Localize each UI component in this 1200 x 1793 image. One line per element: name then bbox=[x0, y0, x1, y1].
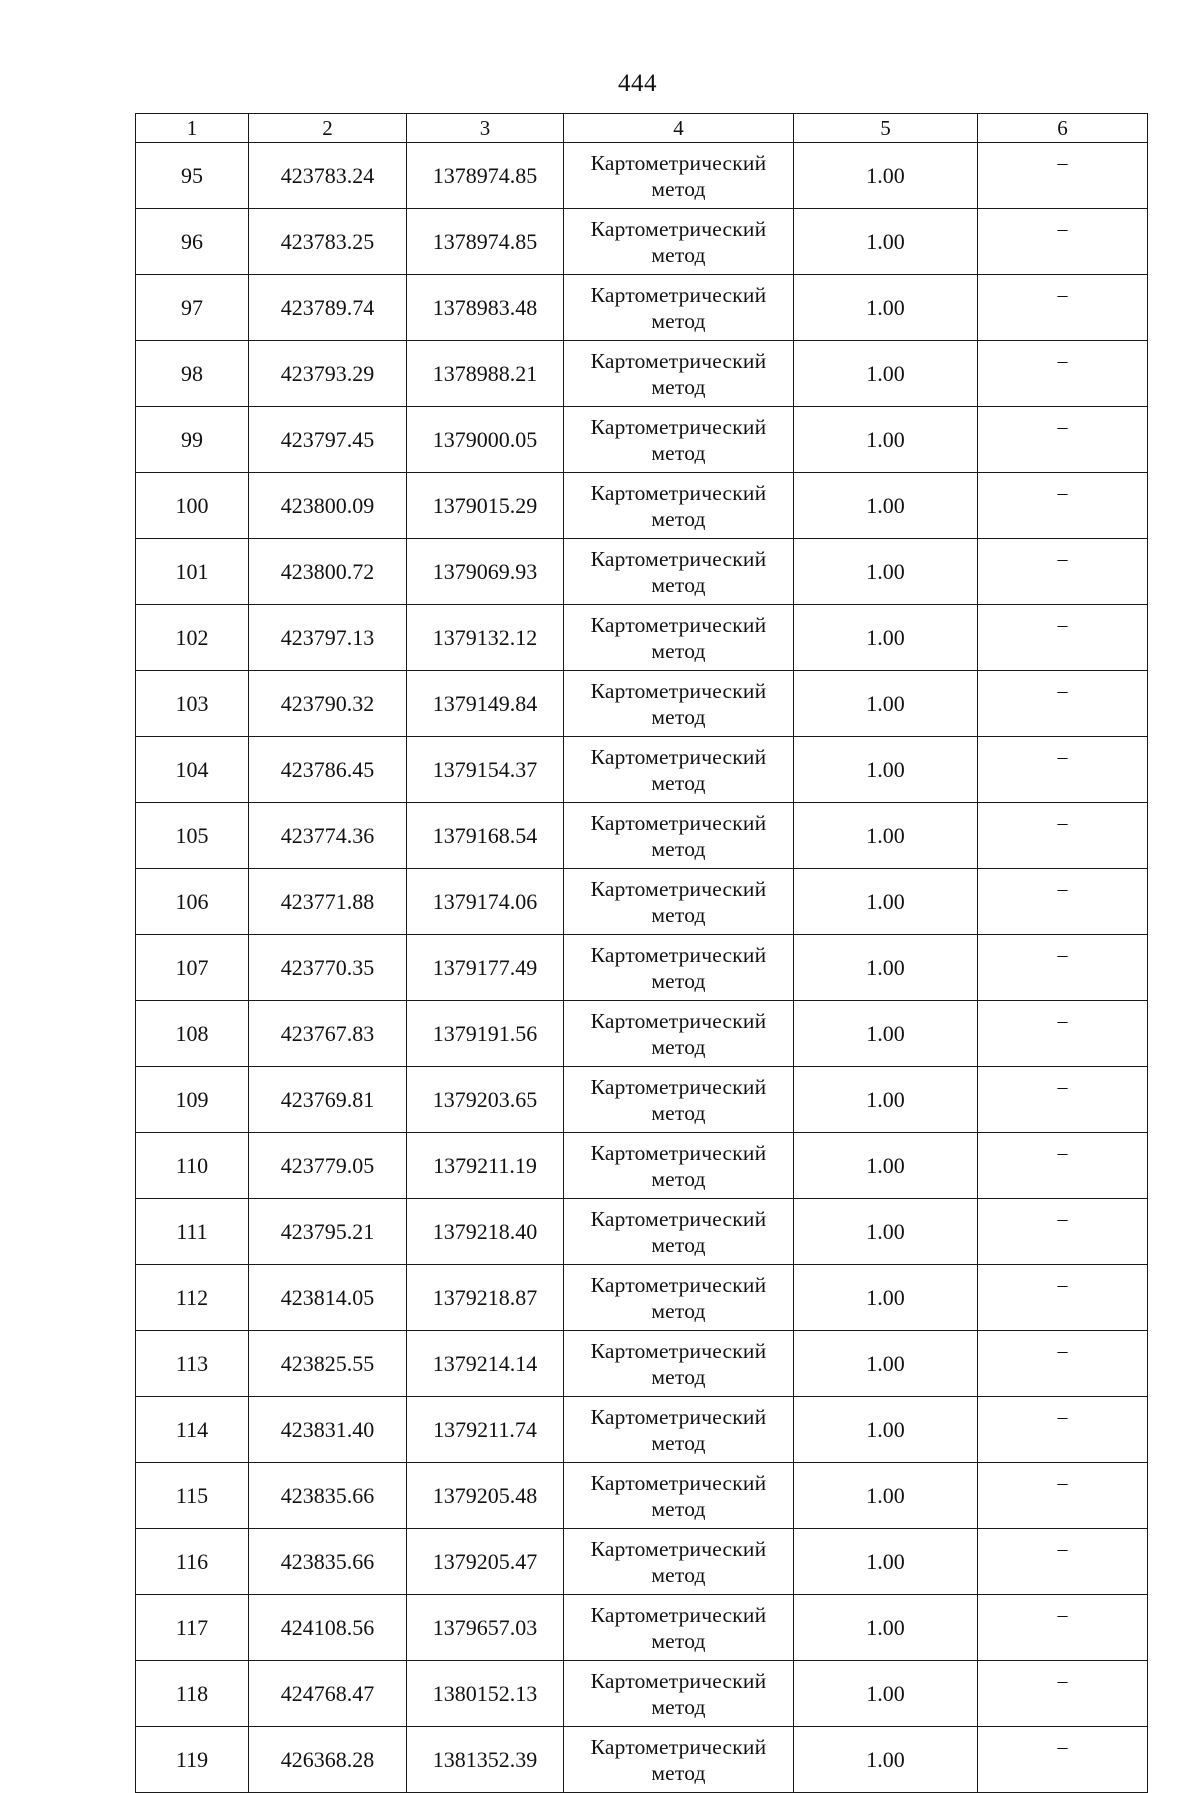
accuracy-cell: 1.00 bbox=[794, 1661, 978, 1727]
coordinates-table bbox=[135, 113, 1148, 1793]
x-coordinate-cell: 424108.56 bbox=[249, 1595, 407, 1661]
method-cell bbox=[564, 209, 794, 275]
table-row bbox=[136, 737, 1148, 803]
y-coordinate-cell: 1379211.74 bbox=[407, 1397, 564, 1463]
accuracy-cell: 1.00 bbox=[794, 1397, 978, 1463]
accuracy-cell: 1.00 bbox=[794, 1331, 978, 1397]
y-coordinate-cell: 1378983.48 bbox=[407, 275, 564, 341]
y-coordinate-cell: 1380152.13 bbox=[407, 1661, 564, 1727]
method-line-1: Картометрический bbox=[590, 150, 767, 175]
note-cell: – bbox=[978, 1265, 1148, 1331]
method-line-2: метод bbox=[651, 1232, 706, 1257]
point-number-cell: 106 bbox=[136, 869, 249, 935]
accuracy-cell: 1.00 bbox=[794, 1133, 978, 1199]
header-col-3: 3 bbox=[407, 114, 564, 143]
accuracy-cell: 1.00 bbox=[794, 869, 978, 935]
method-line-2: метод bbox=[651, 572, 706, 597]
x-coordinate-cell: 423800.09 bbox=[249, 473, 407, 539]
table-row bbox=[136, 407, 1148, 473]
method-line-2: метод bbox=[651, 1166, 706, 1191]
method-line-2: метод bbox=[651, 1496, 706, 1521]
y-coordinate-cell: 1379154.37 bbox=[407, 737, 564, 803]
note-cell: – bbox=[978, 1199, 1148, 1265]
method-line-1: Картометрический bbox=[590, 348, 767, 373]
x-coordinate-cell: 426368.28 bbox=[249, 1727, 407, 1793]
method-cell bbox=[564, 473, 794, 539]
note-cell: – bbox=[978, 935, 1148, 1001]
method-cell bbox=[564, 671, 794, 737]
y-coordinate-cell: 1378974.85 bbox=[407, 143, 564, 209]
method-line-2: метод bbox=[651, 176, 706, 201]
accuracy-cell: 1.00 bbox=[794, 1199, 978, 1265]
method-line-1: Картометрический bbox=[590, 810, 767, 835]
method-line-2: метод bbox=[651, 440, 706, 465]
note-cell: – bbox=[978, 1463, 1148, 1529]
y-coordinate-cell: 1379149.84 bbox=[407, 671, 564, 737]
y-coordinate-cell: 1379015.29 bbox=[407, 473, 564, 539]
note-cell: – bbox=[978, 1001, 1148, 1067]
method-cell bbox=[564, 1331, 794, 1397]
x-coordinate-cell: 423786.45 bbox=[249, 737, 407, 803]
x-coordinate-cell: 423770.35 bbox=[249, 935, 407, 1001]
note-cell: – bbox=[978, 1331, 1148, 1397]
method-cell bbox=[564, 1397, 794, 1463]
table-row bbox=[136, 1727, 1148, 1793]
x-coordinate-cell: 423795.21 bbox=[249, 1199, 407, 1265]
note-cell: – bbox=[978, 1067, 1148, 1133]
page-number: 444 bbox=[618, 70, 657, 97]
method-cell bbox=[564, 1067, 794, 1133]
method-cell bbox=[564, 803, 794, 869]
table-row bbox=[136, 1001, 1148, 1067]
x-coordinate-cell: 423835.66 bbox=[249, 1529, 407, 1595]
accuracy-cell: 1.00 bbox=[794, 539, 978, 605]
point-number-cell: 110 bbox=[136, 1133, 249, 1199]
method-cell bbox=[564, 341, 794, 407]
point-number-cell: 112 bbox=[136, 1265, 249, 1331]
method-cell bbox=[564, 1595, 794, 1661]
note-cell: – bbox=[978, 473, 1148, 539]
method-line-1: Картометрический bbox=[590, 612, 767, 637]
method-cell bbox=[564, 1265, 794, 1331]
header-col-5: 5 bbox=[794, 114, 978, 143]
method-line-1: Картометрический bbox=[590, 480, 767, 505]
accuracy-cell: 1.00 bbox=[794, 473, 978, 539]
accuracy-cell: 1.00 bbox=[794, 671, 978, 737]
note-cell: – bbox=[978, 1727, 1148, 1793]
method-line-1: Картометрический bbox=[590, 282, 767, 307]
method-line-2: метод bbox=[651, 506, 706, 531]
header-col-6: 6 bbox=[978, 114, 1148, 143]
table-row bbox=[136, 803, 1148, 869]
method-cell bbox=[564, 1727, 794, 1793]
method-cell bbox=[564, 1001, 794, 1067]
table-row bbox=[136, 209, 1148, 275]
x-coordinate-cell: 423814.05 bbox=[249, 1265, 407, 1331]
accuracy-cell: 1.00 bbox=[794, 605, 978, 671]
table-row bbox=[136, 671, 1148, 737]
point-number-cell: 116 bbox=[136, 1529, 249, 1595]
method-line-2: метод bbox=[651, 1100, 706, 1125]
table-row bbox=[136, 605, 1148, 671]
y-coordinate-cell: 1379214.14 bbox=[407, 1331, 564, 1397]
accuracy-cell: 1.00 bbox=[794, 143, 978, 209]
note-cell: – bbox=[978, 605, 1148, 671]
header-col-1: 1 bbox=[136, 114, 249, 143]
x-coordinate-cell: 423790.32 bbox=[249, 671, 407, 737]
point-number-cell: 117 bbox=[136, 1595, 249, 1661]
method-cell bbox=[564, 1661, 794, 1727]
method-line-2: метод bbox=[651, 1034, 706, 1059]
table-row bbox=[136, 1133, 1148, 1199]
method-line-1: Картометрический bbox=[590, 1404, 767, 1429]
y-coordinate-cell: 1378974.85 bbox=[407, 209, 564, 275]
x-coordinate-cell: 423797.45 bbox=[249, 407, 407, 473]
x-coordinate-cell: 423825.55 bbox=[249, 1331, 407, 1397]
method-line-1: Картометрический bbox=[590, 942, 767, 967]
accuracy-cell: 1.00 bbox=[794, 1595, 978, 1661]
point-number-cell: 111 bbox=[136, 1199, 249, 1265]
x-coordinate-cell: 423771.88 bbox=[249, 869, 407, 935]
accuracy-cell: 1.00 bbox=[794, 1067, 978, 1133]
point-number-cell: 104 bbox=[136, 737, 249, 803]
table-row bbox=[136, 473, 1148, 539]
point-number-cell: 105 bbox=[136, 803, 249, 869]
table-header bbox=[136, 114, 1148, 143]
method-cell bbox=[564, 143, 794, 209]
note-cell: – bbox=[978, 143, 1148, 209]
method-line-2: метод bbox=[651, 1430, 706, 1455]
note-cell: – bbox=[978, 869, 1148, 935]
table-row bbox=[136, 1529, 1148, 1595]
method-line-1: Картометрический bbox=[590, 1074, 767, 1099]
note-cell: – bbox=[978, 803, 1148, 869]
header-col-4: 4 bbox=[564, 114, 794, 143]
accuracy-cell: 1.00 bbox=[794, 737, 978, 803]
note-cell: – bbox=[978, 341, 1148, 407]
point-number-cell: 98 bbox=[136, 341, 249, 407]
accuracy-cell: 1.00 bbox=[794, 1265, 978, 1331]
y-coordinate-cell: 1379069.93 bbox=[407, 539, 564, 605]
method-line-1: Картометрический bbox=[590, 1536, 767, 1561]
x-coordinate-cell: 423793.29 bbox=[249, 341, 407, 407]
method-cell bbox=[564, 737, 794, 803]
point-number-cell: 107 bbox=[136, 935, 249, 1001]
method-line-1: Картометрический bbox=[590, 1272, 767, 1297]
y-coordinate-cell: 1379177.49 bbox=[407, 935, 564, 1001]
method-line-2: метод bbox=[651, 770, 706, 795]
accuracy-cell: 1.00 bbox=[794, 1463, 978, 1529]
point-number-cell: 113 bbox=[136, 1331, 249, 1397]
x-coordinate-cell: 423779.05 bbox=[249, 1133, 407, 1199]
table-row bbox=[136, 143, 1148, 209]
table-row bbox=[136, 1463, 1148, 1529]
y-coordinate-cell: 1379205.48 bbox=[407, 1463, 564, 1529]
point-number-cell: 100 bbox=[136, 473, 249, 539]
point-number-cell: 108 bbox=[136, 1001, 249, 1067]
accuracy-cell: 1.00 bbox=[794, 275, 978, 341]
method-line-1: Картометрический bbox=[590, 1470, 767, 1495]
point-number-cell: 97 bbox=[136, 275, 249, 341]
accuracy-cell: 1.00 bbox=[794, 935, 978, 1001]
method-line-2: метод bbox=[651, 308, 706, 333]
point-number-cell: 95 bbox=[136, 143, 249, 209]
table-body bbox=[136, 143, 1148, 1793]
method-line-1: Картометрический bbox=[590, 1668, 767, 1693]
table-row bbox=[136, 275, 1148, 341]
x-coordinate-cell: 423783.25 bbox=[249, 209, 407, 275]
y-coordinate-cell: 1378988.21 bbox=[407, 341, 564, 407]
accuracy-cell: 1.00 bbox=[794, 407, 978, 473]
note-cell: – bbox=[978, 275, 1148, 341]
method-cell bbox=[564, 539, 794, 605]
table-row bbox=[136, 1331, 1148, 1397]
y-coordinate-cell: 1379205.47 bbox=[407, 1529, 564, 1595]
method-line-2: метод bbox=[651, 1694, 706, 1719]
x-coordinate-cell: 423774.36 bbox=[249, 803, 407, 869]
note-cell: – bbox=[978, 1661, 1148, 1727]
y-coordinate-cell: 1379174.06 bbox=[407, 869, 564, 935]
y-coordinate-cell: 1379191.56 bbox=[407, 1001, 564, 1067]
x-coordinate-cell: 423767.83 bbox=[249, 1001, 407, 1067]
x-coordinate-cell: 423769.81 bbox=[249, 1067, 407, 1133]
method-line-2: метод bbox=[651, 1298, 706, 1323]
method-line-2: метод bbox=[651, 704, 706, 729]
y-coordinate-cell: 1379168.54 bbox=[407, 803, 564, 869]
method-line-1: Картометрический bbox=[590, 1140, 767, 1165]
method-cell bbox=[564, 407, 794, 473]
table-row bbox=[136, 341, 1148, 407]
header-row bbox=[136, 114, 1148, 143]
point-number-cell: 109 bbox=[136, 1067, 249, 1133]
method-line-2: метод bbox=[651, 968, 706, 993]
method-cell bbox=[564, 1199, 794, 1265]
y-coordinate-cell: 1381352.39 bbox=[407, 1727, 564, 1793]
method-line-2: метод bbox=[651, 902, 706, 927]
note-cell: – bbox=[978, 1529, 1148, 1595]
point-number-cell: 114 bbox=[136, 1397, 249, 1463]
point-number-cell: 96 bbox=[136, 209, 249, 275]
accuracy-cell: 1.00 bbox=[794, 1001, 978, 1067]
table-row bbox=[136, 1595, 1148, 1661]
point-number-cell: 115 bbox=[136, 1463, 249, 1529]
method-cell bbox=[564, 869, 794, 935]
method-line-1: Картометрический bbox=[590, 1008, 767, 1033]
method-line-1: Картометрический bbox=[590, 876, 767, 901]
note-cell: – bbox=[978, 1133, 1148, 1199]
method-cell bbox=[564, 1133, 794, 1199]
method-line-1: Картометрический bbox=[590, 546, 767, 571]
y-coordinate-cell: 1379657.03 bbox=[407, 1595, 564, 1661]
method-line-1: Картометрический bbox=[590, 678, 767, 703]
method-line-2: метод bbox=[651, 1628, 706, 1653]
table-row bbox=[136, 1661, 1148, 1727]
y-coordinate-cell: 1379211.19 bbox=[407, 1133, 564, 1199]
method-line-2: метод bbox=[651, 836, 706, 861]
note-cell: – bbox=[978, 737, 1148, 803]
table-row bbox=[136, 935, 1148, 1001]
point-number-cell: 119 bbox=[136, 1727, 249, 1793]
table-row bbox=[136, 1067, 1148, 1133]
method-line-2: метод bbox=[651, 638, 706, 663]
method-line-1: Картометрический bbox=[590, 414, 767, 439]
table-row bbox=[136, 539, 1148, 605]
x-coordinate-cell: 423800.72 bbox=[249, 539, 407, 605]
x-coordinate-cell: 423835.66 bbox=[249, 1463, 407, 1529]
y-coordinate-cell: 1379000.05 bbox=[407, 407, 564, 473]
header-col-2: 2 bbox=[249, 114, 407, 143]
point-number-cell: 118 bbox=[136, 1661, 249, 1727]
accuracy-cell: 1.00 bbox=[794, 803, 978, 869]
method-cell bbox=[564, 1529, 794, 1595]
method-line-1: Картометрический bbox=[590, 216, 767, 241]
point-number-cell: 101 bbox=[136, 539, 249, 605]
x-coordinate-cell: 423783.24 bbox=[249, 143, 407, 209]
table-row bbox=[136, 1199, 1148, 1265]
method-cell bbox=[564, 605, 794, 671]
method-line-2: метод bbox=[651, 242, 706, 267]
note-cell: – bbox=[978, 1397, 1148, 1463]
method-line-2: метод bbox=[651, 374, 706, 399]
table-row bbox=[136, 1265, 1148, 1331]
y-coordinate-cell: 1379203.65 bbox=[407, 1067, 564, 1133]
x-coordinate-cell: 423797.13 bbox=[249, 605, 407, 671]
method-line-1: Картометрический bbox=[590, 744, 767, 769]
method-line-1: Картометрический bbox=[590, 1206, 767, 1231]
method-cell bbox=[564, 935, 794, 1001]
note-cell: – bbox=[978, 1595, 1148, 1661]
note-cell: – bbox=[978, 209, 1148, 275]
accuracy-cell: 1.00 bbox=[794, 1529, 978, 1595]
note-cell: – bbox=[978, 671, 1148, 737]
x-coordinate-cell: 424768.47 bbox=[249, 1661, 407, 1727]
table-row bbox=[136, 1397, 1148, 1463]
x-coordinate-cell: 423789.74 bbox=[249, 275, 407, 341]
method-cell bbox=[564, 1463, 794, 1529]
accuracy-cell: 1.00 bbox=[794, 1727, 978, 1793]
note-cell: – bbox=[978, 407, 1148, 473]
table-row bbox=[136, 869, 1148, 935]
x-coordinate-cell: 423831.40 bbox=[249, 1397, 407, 1463]
method-line-2: метод bbox=[651, 1760, 706, 1785]
method-line-2: метод bbox=[651, 1364, 706, 1389]
point-number-cell: 103 bbox=[136, 671, 249, 737]
method-line-1: Картометрический bbox=[590, 1602, 767, 1627]
note-cell: – bbox=[978, 539, 1148, 605]
accuracy-cell: 1.00 bbox=[794, 341, 978, 407]
y-coordinate-cell: 1379218.40 bbox=[407, 1199, 564, 1265]
method-line-1: Картометрический bbox=[590, 1734, 767, 1759]
method-line-2: метод bbox=[651, 1562, 706, 1587]
method-line-1: Картометрический bbox=[590, 1338, 767, 1363]
y-coordinate-cell: 1379218.87 bbox=[407, 1265, 564, 1331]
y-coordinate-cell: 1379132.12 bbox=[407, 605, 564, 671]
point-number-cell: 99 bbox=[136, 407, 249, 473]
point-number-cell: 102 bbox=[136, 605, 249, 671]
method-cell bbox=[564, 275, 794, 341]
accuracy-cell: 1.00 bbox=[794, 209, 978, 275]
